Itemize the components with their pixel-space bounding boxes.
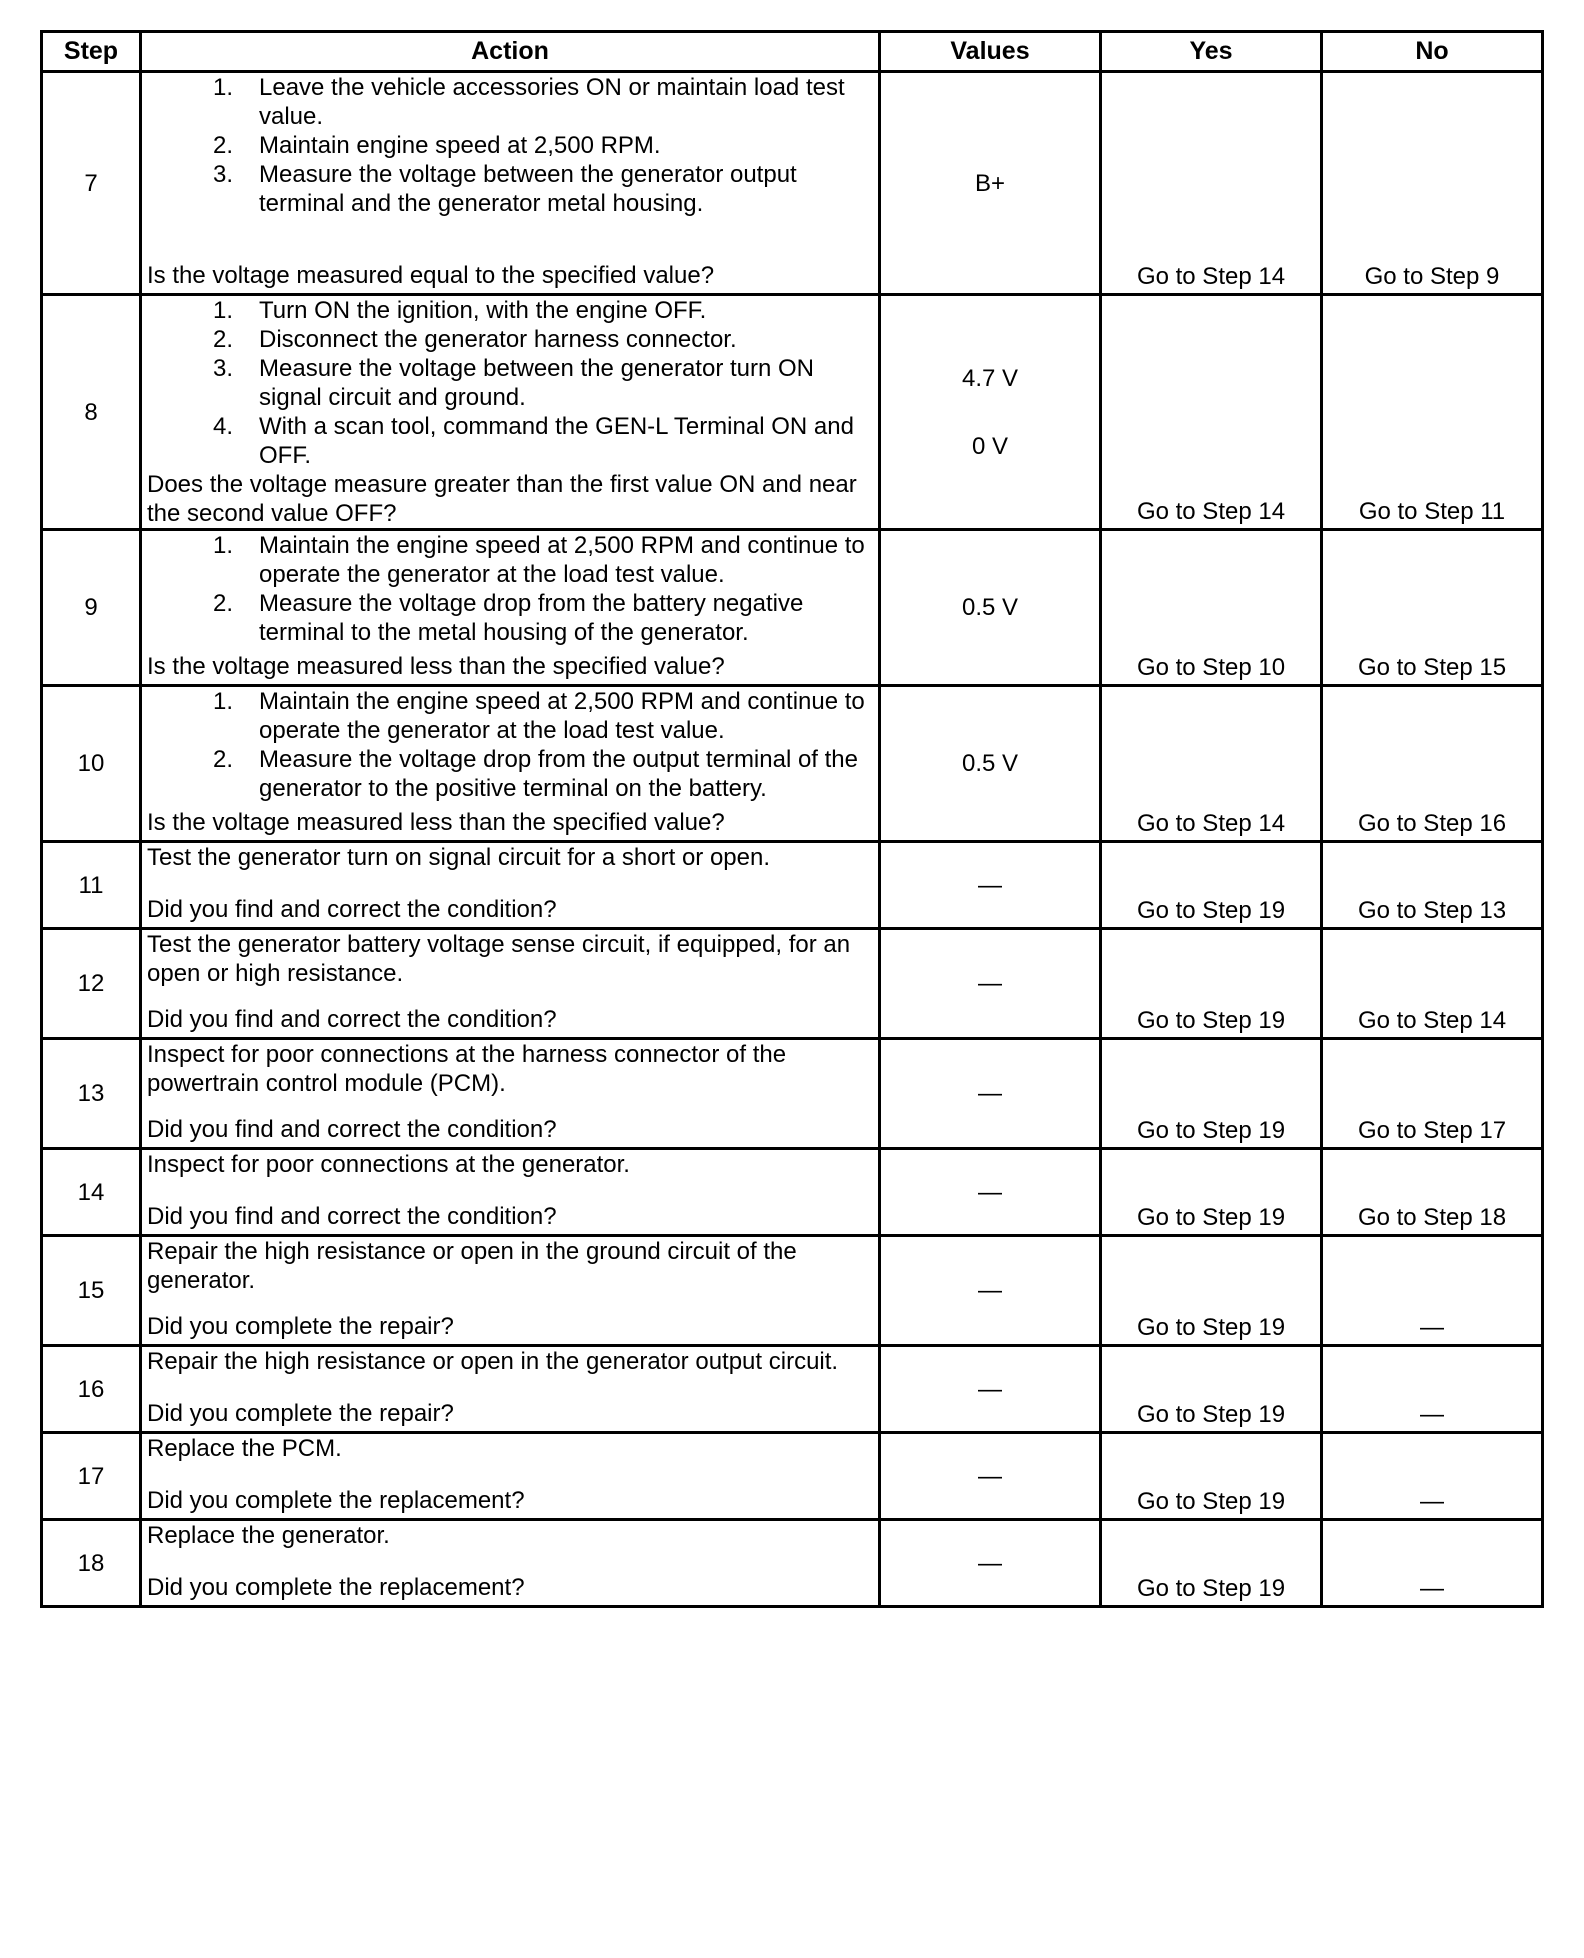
header-values: Values <box>880 32 1101 72</box>
table-row <box>42 72 1543 295</box>
action-step-item <box>147 531 872 589</box>
table-header-row <box>42 32 1543 72</box>
action-instruction: Inspect for poor connections at the generator. <box>147 1151 630 1178</box>
table-row <box>42 1433 1543 1520</box>
action-step-item <box>147 160 872 218</box>
action-step-number: 1. <box>212 74 233 101</box>
values-cell <box>880 530 1101 686</box>
step-number: 17 <box>42 1433 141 1520</box>
action-question: Is the voltage measured less than the specified value? <box>147 653 725 680</box>
step-number: 15 <box>42 1236 141 1346</box>
step-number: 10 <box>42 686 141 842</box>
values-cell <box>880 1346 1101 1433</box>
header-no: No <box>1322 32 1543 72</box>
diagnostic-table-container <box>40 30 1541 1608</box>
step-number: 11 <box>42 842 141 929</box>
no-result: Go to Step 9 <box>1322 72 1543 295</box>
action-cell <box>141 929 880 1039</box>
action-cell <box>141 1236 880 1346</box>
spec-value: — <box>978 1277 1002 1304</box>
step-number: 7 <box>42 72 141 295</box>
yes-result: Go to Step 19 <box>1101 1520 1322 1607</box>
header-step: Step <box>42 32 141 72</box>
action-question: Did you find and correct the condition? <box>147 1203 557 1230</box>
action-instruction: Replace the PCM. <box>147 1435 342 1462</box>
action-question: Did you find and correct the condition? <box>147 1006 557 1033</box>
no-result: Go to Step 11 <box>1322 295 1543 530</box>
step-number: 16 <box>42 1346 141 1433</box>
action-steps-list <box>147 296 872 470</box>
action-steps-list <box>147 531 872 647</box>
header-yes: Yes <box>1101 32 1322 72</box>
values-cell <box>880 1149 1101 1236</box>
action-step-item <box>147 589 872 647</box>
step-number: 18 <box>42 1520 141 1607</box>
action-cell <box>141 1433 880 1520</box>
action-step-item <box>147 73 872 131</box>
table-row <box>42 1520 1543 1607</box>
action-step-number: 1. <box>212 688 233 715</box>
values-cell <box>880 1236 1101 1346</box>
action-step-item <box>147 745 872 803</box>
spec-value: — <box>978 1549 1002 1577</box>
action-step-number: 3. <box>212 355 233 382</box>
action-question: Did you complete the replacement? <box>147 1574 525 1601</box>
action-question: Did you complete the replacement? <box>147 1487 525 1514</box>
action-step-number: 2. <box>212 326 233 353</box>
action-question: Did you find and correct the condition? <box>147 1116 557 1143</box>
action-step-text: Measure the voltage between the generator output terminal and the generator metal housing. <box>259 161 797 217</box>
action-step-item <box>147 296 872 325</box>
action-step-number: 2. <box>212 590 233 617</box>
spec-value: 0.5 V <box>961 750 1019 777</box>
action-step-number: 1. <box>212 532 233 559</box>
action-step-number: 2. <box>212 746 233 773</box>
no-result: Go to Step 15 <box>1322 530 1543 686</box>
yes-result: Go to Step 14 <box>1101 72 1322 295</box>
action-instruction: Inspect for poor connections at the harness connector of the powertrain control module (PCM). <box>147 1041 787 1097</box>
spec-value: 0 V <box>971 432 1009 460</box>
action-step-number: 1. <box>212 297 233 324</box>
action-step-text: Maintain the engine speed at 2,500 RPM and continue to operate the generator at the load test value. <box>259 688 865 744</box>
no-result: — <box>1322 1520 1543 1607</box>
yes-result: Go to Step 19 <box>1101 1346 1322 1433</box>
spec-value: 4.7 V <box>961 364 1019 392</box>
action-steps-list <box>147 687 872 803</box>
action-steps-list <box>147 73 872 218</box>
action-cell <box>141 1149 880 1236</box>
yes-result: Go to Step 10 <box>1101 530 1322 686</box>
action-question: Did you complete the repair? <box>147 1313 454 1340</box>
yes-result: Go to Step 19 <box>1101 929 1322 1039</box>
yes-result: Go to Step 19 <box>1101 842 1322 929</box>
no-result: — <box>1322 1433 1543 1520</box>
action-step-item <box>147 412 872 470</box>
action-cell <box>141 72 880 295</box>
action-cell <box>141 842 880 929</box>
table-row <box>42 842 1543 929</box>
values-cell <box>880 72 1101 295</box>
values-cell <box>880 842 1101 929</box>
step-number: 8 <box>42 295 141 530</box>
action-step-text: Leave the vehicle accessories ON or maintain load test value. <box>259 74 845 130</box>
values-cell <box>880 1039 1101 1149</box>
no-result: Go to Step 16 <box>1322 686 1543 842</box>
table-row <box>42 929 1543 1039</box>
action-instruction: Test the generator battery voltage sense circuit, if equipped, for an open or high resistance. <box>147 931 851 987</box>
action-step-item <box>147 687 872 745</box>
action-step-number: 3. <box>212 161 233 188</box>
values-cell <box>880 929 1101 1039</box>
spec-value: — <box>978 871 1002 899</box>
spec-value: — <box>978 1462 1002 1490</box>
action-step-item <box>147 354 872 412</box>
no-result: Go to Step 13 <box>1322 842 1543 929</box>
action-step-text: Maintain the engine speed at 2,500 RPM and continue to operate the generator at the load test value. <box>259 532 865 588</box>
values-cell <box>880 1520 1101 1607</box>
spec-value: B+ <box>974 169 1006 197</box>
values-cell <box>880 295 1101 530</box>
table-row <box>42 1149 1543 1236</box>
no-result: Go to Step 14 <box>1322 929 1543 1039</box>
action-step-number: 4. <box>212 413 233 440</box>
yes-result: Go to Step 14 <box>1101 686 1322 842</box>
action-instruction: Replace the generator. <box>147 1522 390 1549</box>
table-row <box>42 530 1543 686</box>
action-question: Is the voltage measured less than the specified value? <box>147 809 725 836</box>
yes-result: Go to Step 19 <box>1101 1149 1322 1236</box>
spec-value: — <box>978 970 1002 997</box>
action-cell <box>141 686 880 842</box>
diagnostic-table <box>40 30 1544 1608</box>
action-instruction: Repair the high resistance or open in the ground circuit of the generator. <box>147 1238 797 1294</box>
action-step-number: 2. <box>212 132 233 159</box>
action-step-text: Measure the voltage drop from the output terminal of the generator to the positive terminal on the battery. <box>259 746 859 802</box>
values-cell <box>880 1433 1101 1520</box>
action-step-text: Measure the voltage between the generator turn ON signal circuit and ground. <box>259 355 814 411</box>
yes-result: Go to Step 14 <box>1101 295 1322 530</box>
action-step-text: Maintain engine speed at 2,500 RPM. <box>259 132 661 159</box>
yes-result: Go to Step 19 <box>1101 1236 1322 1346</box>
action-cell <box>141 1039 880 1149</box>
spec-value: 0.5 V <box>961 594 1019 621</box>
action-step-item <box>147 325 872 354</box>
step-number: 12 <box>42 929 141 1039</box>
step-number: 14 <box>42 1149 141 1236</box>
step-number: 9 <box>42 530 141 686</box>
action-question: Does the voltage measure greater than the first value ON and near the second value OFF? <box>147 471 857 527</box>
action-instruction: Repair the high resistance or open in the generator output circuit. <box>147 1348 839 1375</box>
action-step-text: With a scan tool, command the GEN-L Terminal ON and OFF. <box>259 413 854 469</box>
table-row <box>42 1039 1543 1149</box>
action-question: Did you complete the repair? <box>147 1400 454 1427</box>
action-cell <box>141 1520 880 1607</box>
table-row <box>42 1236 1543 1346</box>
action-cell <box>141 530 880 686</box>
spec-value: — <box>978 1375 1002 1403</box>
spec-value: — <box>978 1178 1002 1206</box>
action-question: Did you find and correct the condition? <box>147 896 557 923</box>
action-cell <box>141 1346 880 1433</box>
action-step-text: Disconnect the generator harness connector. <box>259 326 737 353</box>
action-step-text: Measure the voltage drop from the battery negative terminal to the metal housing of the generator. <box>259 590 804 646</box>
table-body <box>42 72 1543 1607</box>
action-question: Is the voltage measured equal to the specified value? <box>147 262 715 289</box>
table-row <box>42 686 1543 842</box>
no-result: Go to Step 17 <box>1322 1039 1543 1149</box>
spec-value: — <box>978 1080 1002 1107</box>
no-result: — <box>1322 1346 1543 1433</box>
table-row <box>42 1346 1543 1433</box>
values-cell <box>880 686 1101 842</box>
yes-result: Go to Step 19 <box>1101 1039 1322 1149</box>
step-number: 13 <box>42 1039 141 1149</box>
header-action: Action <box>141 32 880 72</box>
table-row <box>42 295 1543 530</box>
no-result: Go to Step 18 <box>1322 1149 1543 1236</box>
yes-result: Go to Step 19 <box>1101 1433 1322 1520</box>
no-result: — <box>1322 1236 1543 1346</box>
action-step-item <box>147 131 872 160</box>
action-cell <box>141 295 880 530</box>
action-step-text: Turn ON the ignition, with the engine OFF. <box>259 297 707 324</box>
action-instruction: Test the generator turn on signal circuit for a short or open. <box>147 844 771 871</box>
